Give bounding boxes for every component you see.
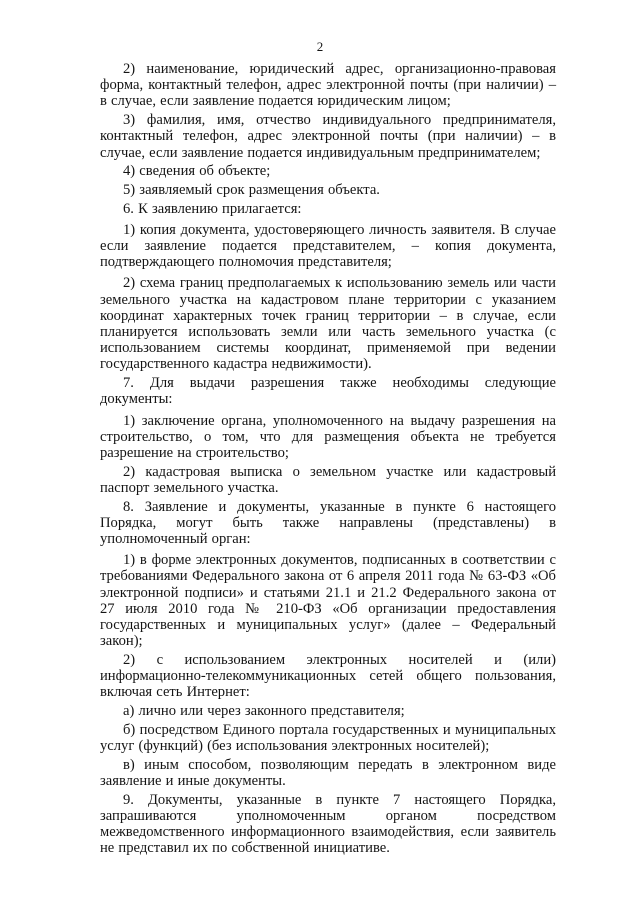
paragraph-section-7-item-1: 1) заключение органа, уполномоченного на выдачу разрешения на строительство, о том, что для размещения объекта не требуется разрешение на строительство; — [100, 412, 556, 461]
paragraph-section-8-item-a: а) лично или через законного представителя; — [123, 703, 405, 720]
paragraph-section-8-item-b: б) посредством Единого портала государственных и муниципальных услуг (функций) (без использования электронных носителей); — [100, 721, 556, 754]
paragraph-item-3: 3) фамилия, имя, отчество индивидуального предпринимателя, контактный телефон, адрес электронной почты (при наличии) – в случае, если заявление подается индивидуальным предпринимателем; — [100, 112, 556, 161]
page-number: 2 — [316, 39, 324, 54]
paragraph-section-9: 9. Документы, указанные в пункте 7 настоящего Порядка, запрашиваются уполномоченным органом посредством межведомственного информационного взаимодействия, если заявитель не представил их по собственной инициативе. — [100, 791, 556, 857]
paragraph-section-7: 7. Для выдачи разрешения также необходимы следующие документы: — [100, 375, 556, 408]
document-body — [100, 61, 556, 856]
paragraph-section-6: 6. К заявлению прилагается: — [123, 200, 302, 217]
paragraph-item-4: 4) сведения об объекте; — [123, 163, 271, 180]
paragraph-item-5: 5) заявляемый срок размещения объекта. — [123, 181, 380, 198]
paragraph-item-2: 2) наименование, юридический адрес, организационно-правовая форма, контактный телефон, адрес электронной почты (при наличии) – в случае, если заявление подается юридическим лицом; — [100, 61, 556, 110]
paragraph-section-8-item-1: 1) в форме электронных документов, подписанных в соответствии с требованиями Федерального закона от 6 апреля 2011 года № 63-ФЗ «Об электронной подписи» и статьями 21.1 и 21.2 Федерального закона от 27 июля 2010 года № 210-ФЗ «Об организации предоставления государственных и муниципальных услуг» (далее – Федеральный закон); — [100, 552, 556, 650]
paragraph-section-6-item-2: 2) схема границ предполагаемых к использованию земель или части земельного участка на кадастровом плане территории с указанием координат характерных точек границ территории – в случае, если планируется использовать земли или часть земельного участка (с использованием системы координат, применяемой при ведении государственного кадастра недвижимости). — [100, 275, 556, 373]
paragraph-section-8-item-2: 2) с использованием электронных носителей и (или) информационно-телекоммуникационных сетей общего пользования, включая сеть Интернет: — [100, 651, 556, 701]
paragraph-section-8-item-c: в) иным способом, позволяющим передать в электронном виде заявление и иные документы. — [100, 756, 556, 789]
paragraph-section-6-item-1: 1) копия документа, удостоверяющего личность заявителя. В случае если заявление подается представителем, – копия документа, подтверждающего полномочия представителя; — [100, 221, 556, 271]
paragraph-section-7-item-2: 2) кадастровая выписка о земельном участке или кадастровый паспорт земельного участка. — [100, 463, 556, 496]
paragraph-section-8: 8. Заявление и документы, указанные в пункте 6 настоящего Порядка, могут быть также направлены (представлены) в уполномоченный орган: — [100, 498, 556, 547]
